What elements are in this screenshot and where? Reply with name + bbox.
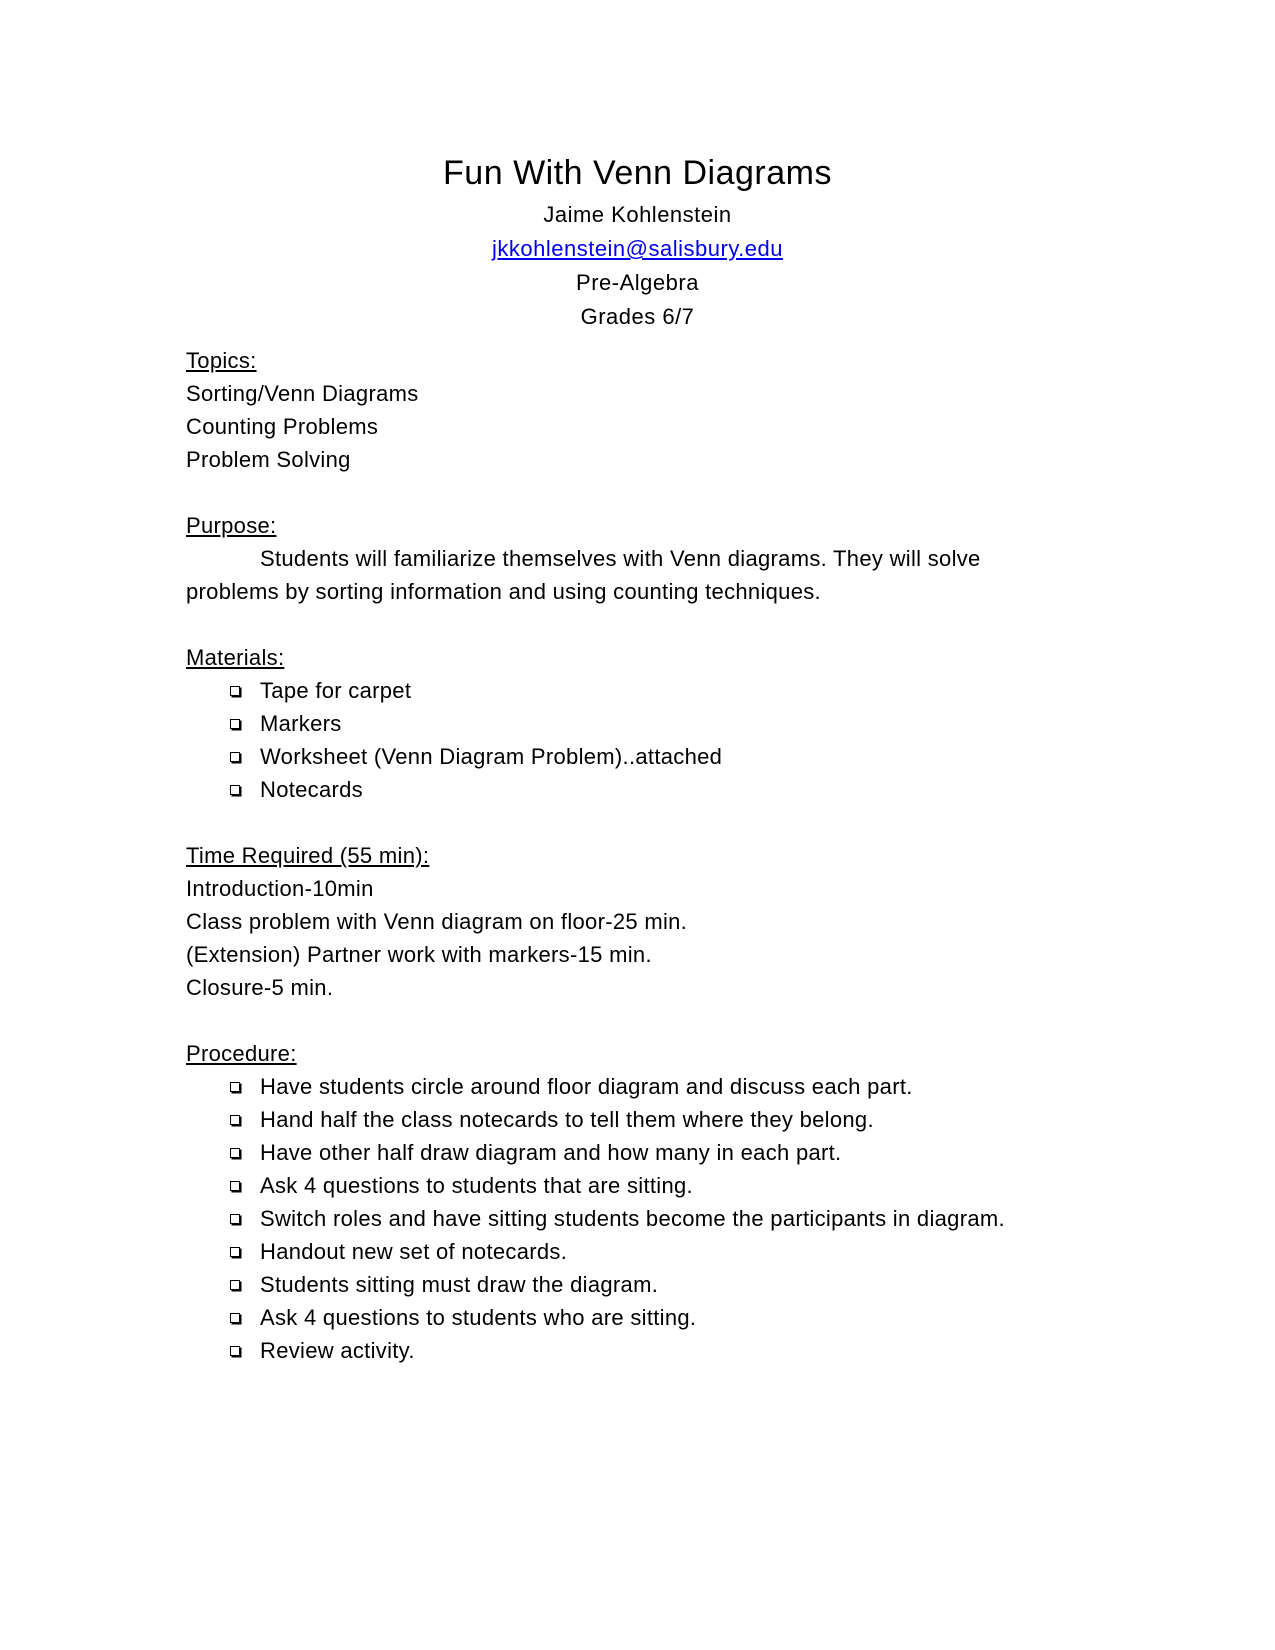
procedure-list [186,1070,1066,1367]
topic-item: Sorting/Venn Diagrams [186,381,419,406]
document-title: Fun With Venn Diagrams [443,154,832,192]
checkbox-icon [230,1247,240,1257]
document-body [186,344,1066,1400]
procedure-step: Switch roles and have sitting students become the participants in diagram. [260,1202,1066,1235]
checkbox-icon [230,1214,240,1224]
procedure-step: Ask 4 questions to students who are sitting. [260,1301,1066,1334]
material-item: Markers [260,707,1066,740]
checkbox-icon [230,1148,240,1158]
material-item: Tape for carpet [260,674,1066,707]
time-item: (Extension) Partner work with markers-15 min. [186,942,652,967]
topic-item: Counting Problems [186,414,379,439]
procedure-section [186,1037,1066,1367]
procedure-step: Handout new set of notecards. [260,1235,1066,1268]
checkbox-icon [230,1181,240,1191]
materials-list [186,674,1066,806]
checkbox-icon [230,785,240,795]
procedure-step: Have students circle around floor diagram and discuss each part. [260,1070,1066,1103]
checkbox-icon [230,719,240,729]
checkbox-icon [230,1115,240,1125]
checkbox-icon [230,686,240,696]
author-email-link[interactable]: jkkohlenstein@salisbury.edu [491,236,783,261]
procedure-step: Have other half draw diagram and how many in each part. [260,1136,1066,1169]
purpose-text: Students will familiarize themselves with Venn diagrams. They will solve problems by sorting information and using counting techniques. [186,546,981,604]
material-item: Notecards [260,773,1066,806]
document-header [0,150,1275,334]
procedure-heading: Procedure: [186,1041,297,1066]
procedure-step: Review activity. [260,1334,1066,1367]
course-name: Pre-Algebra [576,270,699,295]
purpose-section [186,509,1066,608]
time-item: Class problem with Venn diagram on floor-25 min. [186,909,688,934]
grade-level: Grades 6/7 [580,304,695,329]
checkbox-icon [230,1082,240,1092]
material-item: Worksheet (Venn Diagram Problem)..attached [260,740,1066,773]
time-heading: Time Required (55 min): [186,843,430,868]
checkbox-icon [230,1313,240,1323]
checkbox-icon [230,1280,240,1290]
procedure-step: Students sitting must draw the diagram. [260,1268,1066,1301]
procedure-step: Ask 4 questions to students that are sitting. [260,1169,1066,1202]
time-section [186,839,1066,1004]
checkbox-icon [230,1346,240,1356]
time-item: Introduction-10min [186,876,374,901]
topics-heading: Topics: [186,348,257,373]
procedure-step: Hand half the class notecards to tell them where they belong. [260,1103,1066,1136]
topics-section [186,344,1066,476]
time-item: Closure-5 min. [186,975,334,1000]
materials-heading: Materials: [186,645,285,670]
purpose-heading: Purpose: [186,513,277,538]
materials-section [186,641,1066,806]
author-name: Jaime Kohlenstein [543,202,732,227]
topic-item: Problem Solving [186,447,351,472]
checkbox-icon [230,752,240,762]
